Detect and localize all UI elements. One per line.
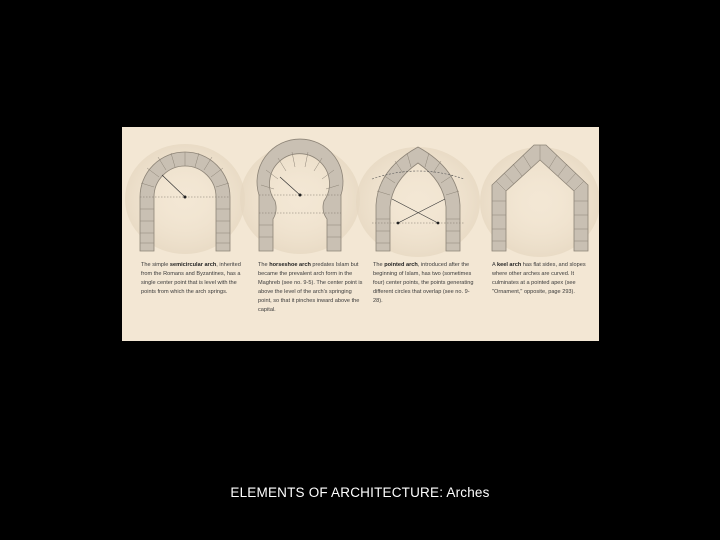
caption-term: horseshoe arch — [269, 262, 311, 268]
keel-arch-drawing — [480, 145, 599, 257]
caption-body: , introduced after the beginning of Islam, has two (sometimes four) center points, the points generating different circles that overlap (see no. 9-28). — [373, 262, 474, 304]
caption-lead: The — [258, 262, 270, 268]
caption-term: keel arch — [496, 262, 522, 268]
horseshoe-arch-drawing — [240, 139, 360, 254]
caption-horseshoe — [258, 261, 364, 314]
caption-term: semicircular arch — [169, 262, 217, 268]
slide-title: ELEMENTS OF ARCHITECTURE: Arches — [230, 485, 490, 500]
caption-lead: The simple — [141, 262, 170, 268]
caption-lead: The — [373, 262, 385, 268]
caption-body: has flat sides, and slopes where other arches are curved. It culminates at a pointed apex (see "Ornament," opposite, page 293). — [492, 262, 586, 295]
arches-figure — [122, 127, 599, 341]
pointed-arch-drawing — [356, 147, 480, 257]
caption-semicircular — [141, 261, 247, 297]
caption-body: predates Islam but became the prevalent arch form in the Maghreb (see no. 9-5). The center point is above the level of the arch's springing point, so that it pinches inward above the capital. — [258, 262, 363, 313]
semicircular-arch-drawing — [125, 144, 245, 254]
caption-lead: A — [492, 262, 497, 268]
caption-body: , inherited from the Romans and Byzantines, has a single center point that is level with the points from which the arch springs. — [141, 262, 241, 295]
caption-term: pointed arch — [384, 262, 418, 268]
caption-keel — [492, 261, 598, 297]
caption-pointed — [373, 261, 479, 306]
